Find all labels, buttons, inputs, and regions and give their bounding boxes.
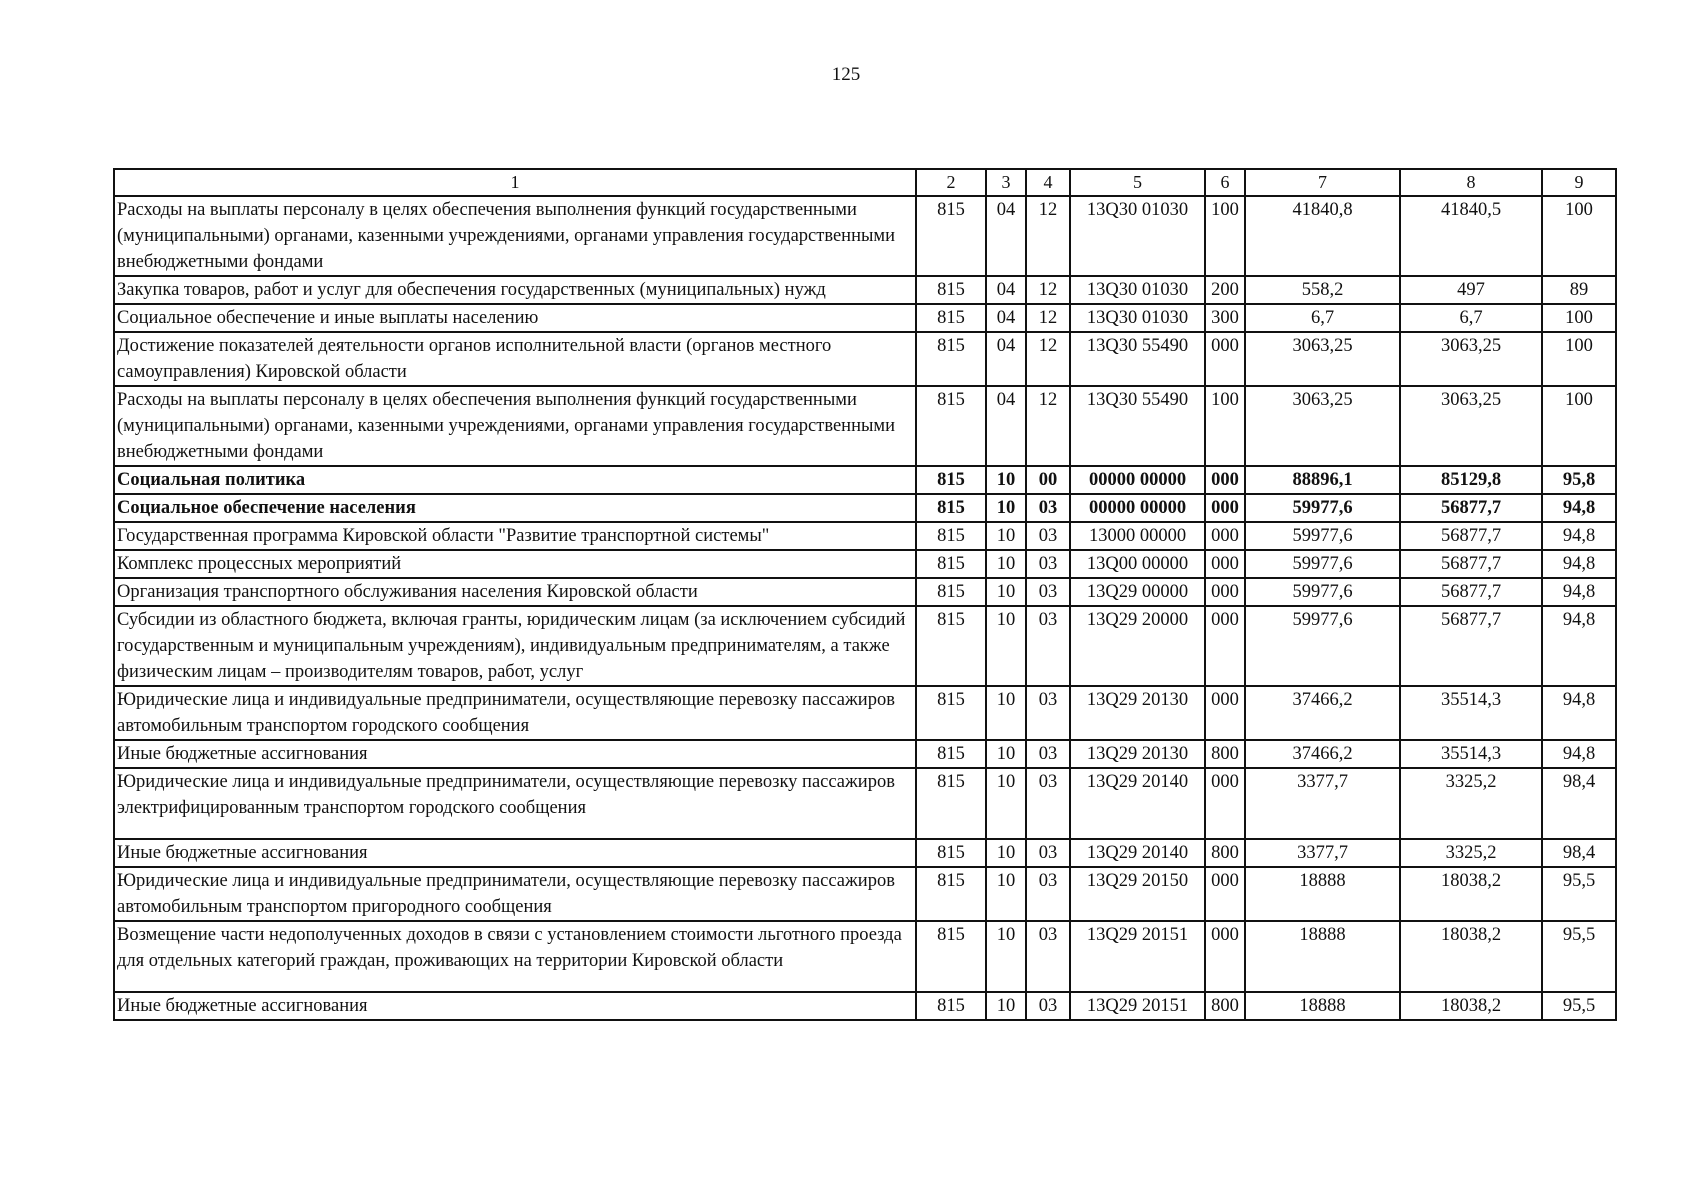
- row-code-2: 815: [916, 276, 986, 304]
- row-code-3: 10: [986, 686, 1026, 740]
- row-value-8: 3325,2: [1400, 768, 1542, 839]
- row-code-4: 00: [1026, 466, 1070, 494]
- row-code-6: 200: [1205, 276, 1245, 304]
- row-value-8: 85129,8: [1400, 466, 1542, 494]
- row-code-4: 12: [1026, 276, 1070, 304]
- row-code-2: 815: [916, 494, 986, 522]
- row-code-4: 12: [1026, 304, 1070, 332]
- row-description: Комплекс процессных мероприятий: [114, 550, 916, 578]
- page-number: 125: [831, 64, 861, 85]
- column-header: 9: [1542, 169, 1616, 196]
- row-value-7: 88896,1: [1245, 466, 1400, 494]
- row-value-7: 3063,25: [1245, 386, 1400, 466]
- row-value-7: 18888: [1245, 867, 1400, 921]
- table-row: [114, 196, 1616, 276]
- row-description: Достижение показателей деятельности органов исполнительной власти (органов местного самоуправления) Кировской области: [114, 332, 916, 386]
- row-code-2: 815: [916, 686, 986, 740]
- table-row: [114, 494, 1616, 522]
- row-code-6: 000: [1205, 466, 1245, 494]
- row-code-3: 10: [986, 839, 1026, 867]
- row-code-5: 13000 00000: [1070, 522, 1205, 550]
- row-code-5: 13Q30 01030: [1070, 196, 1205, 276]
- table-row: [114, 606, 1616, 686]
- table-row: [114, 768, 1616, 839]
- row-code-3: 10: [986, 768, 1026, 839]
- row-value-8: 56877,7: [1400, 494, 1542, 522]
- row-code-4: 03: [1026, 768, 1070, 839]
- row-value-8: 3325,2: [1400, 839, 1542, 867]
- row-code-3: 04: [986, 332, 1026, 386]
- row-value-9: 89: [1542, 276, 1616, 304]
- row-value-9: 98,4: [1542, 839, 1616, 867]
- row-code-6: 800: [1205, 839, 1245, 867]
- row-value-7: 3377,7: [1245, 839, 1400, 867]
- row-description: Расходы на выплаты персоналу в целях обеспечения выполнения функций государственными (муниципальными) органами, казенными учреждениями, органами управления государственными внебюджетными фондами: [114, 386, 916, 466]
- row-code-5: 13Q30 55490: [1070, 386, 1205, 466]
- table-row: [114, 276, 1616, 304]
- row-description: Социальное обеспечение и иные выплаты населению: [114, 304, 916, 332]
- row-code-3: 10: [986, 522, 1026, 550]
- row-value-7: 59977,6: [1245, 578, 1400, 606]
- row-code-6: 000: [1205, 686, 1245, 740]
- row-value-8: 56877,7: [1400, 522, 1542, 550]
- row-code-2: 815: [916, 578, 986, 606]
- row-code-2: 815: [916, 196, 986, 276]
- table-row: [114, 867, 1616, 921]
- row-code-2: 815: [916, 839, 986, 867]
- row-value-7: 18888: [1245, 921, 1400, 992]
- row-code-5: 13Q29 20140: [1070, 839, 1205, 867]
- column-header: 5: [1070, 169, 1205, 196]
- row-code-3: 10: [986, 494, 1026, 522]
- row-code-5: 00000 00000: [1070, 466, 1205, 494]
- row-code-2: 815: [916, 304, 986, 332]
- row-value-8: 3063,25: [1400, 332, 1542, 386]
- row-code-4: 03: [1026, 550, 1070, 578]
- row-value-8: 497: [1400, 276, 1542, 304]
- row-value-9: 100: [1542, 332, 1616, 386]
- row-code-3: 04: [986, 386, 1026, 466]
- row-code-6: 000: [1205, 867, 1245, 921]
- row-code-4: 03: [1026, 867, 1070, 921]
- row-code-2: 815: [916, 921, 986, 992]
- row-code-5: 13Q29 20151: [1070, 921, 1205, 992]
- row-code-2: 815: [916, 550, 986, 578]
- row-code-3: 10: [986, 867, 1026, 921]
- row-code-2: 815: [916, 867, 986, 921]
- row-code-6: 000: [1205, 332, 1245, 386]
- row-code-6: 000: [1205, 578, 1245, 606]
- row-value-7: 59977,6: [1245, 606, 1400, 686]
- row-code-6: 000: [1205, 494, 1245, 522]
- row-value-7: 41840,8: [1245, 196, 1400, 276]
- row-code-2: 815: [916, 522, 986, 550]
- row-description: Иные бюджетные ассигнования: [114, 740, 916, 768]
- row-code-5: 13Q29 20000: [1070, 606, 1205, 686]
- column-header: 7: [1245, 169, 1400, 196]
- row-code-4: 03: [1026, 740, 1070, 768]
- row-code-4: 12: [1026, 386, 1070, 466]
- row-value-8: 35514,3: [1400, 686, 1542, 740]
- row-value-9: 94,8: [1542, 740, 1616, 768]
- row-value-7: 59977,6: [1245, 522, 1400, 550]
- row-description: Юридические лица и индивидуальные предприниматели, осуществляющие перевозку пассажиров автомобильным транспортом пригородного сообщения: [114, 867, 916, 921]
- row-code-3: 10: [986, 550, 1026, 578]
- row-code-5: 13Q30 01030: [1070, 276, 1205, 304]
- row-value-9: 94,8: [1542, 494, 1616, 522]
- row-code-3: 10: [986, 578, 1026, 606]
- column-header: 6: [1205, 169, 1245, 196]
- table-row: [114, 578, 1616, 606]
- row-value-9: 95,5: [1542, 992, 1616, 1020]
- row-value-8: 18038,2: [1400, 867, 1542, 921]
- row-code-6: 800: [1205, 740, 1245, 768]
- row-description: Закупка товаров, работ и услуг для обеспечения государственных (муниципальных) нужд: [114, 276, 916, 304]
- table-header-row: [114, 169, 1616, 196]
- row-code-4: 03: [1026, 522, 1070, 550]
- row-code-3: 04: [986, 196, 1026, 276]
- row-value-9: 95,8: [1542, 466, 1616, 494]
- row-code-2: 815: [916, 740, 986, 768]
- row-code-4: 03: [1026, 606, 1070, 686]
- row-code-4: 03: [1026, 921, 1070, 992]
- row-code-5: 13Q30 01030: [1070, 304, 1205, 332]
- table-row: [114, 686, 1616, 740]
- row-value-9: 100: [1542, 196, 1616, 276]
- column-header: 8: [1400, 169, 1542, 196]
- table-row: [114, 839, 1616, 867]
- table-row: [114, 304, 1616, 332]
- row-code-5: 13Q29 20130: [1070, 740, 1205, 768]
- row-code-4: 03: [1026, 494, 1070, 522]
- row-code-4: 03: [1026, 686, 1070, 740]
- row-code-6: 100: [1205, 196, 1245, 276]
- row-code-3: 04: [986, 304, 1026, 332]
- row-code-5: 00000 00000: [1070, 494, 1205, 522]
- table-body: [114, 196, 1616, 1020]
- table-row: [114, 522, 1616, 550]
- row-code-5: 13Q29 20140: [1070, 768, 1205, 839]
- row-description: Иные бюджетные ассигнования: [114, 839, 916, 867]
- row-value-8: 3063,25: [1400, 386, 1542, 466]
- row-value-7: 37466,2: [1245, 740, 1400, 768]
- row-code-6: 100: [1205, 386, 1245, 466]
- column-header: 1: [114, 169, 916, 196]
- row-code-2: 815: [916, 768, 986, 839]
- row-value-8: 18038,2: [1400, 992, 1542, 1020]
- table-row: [114, 740, 1616, 768]
- row-value-8: 18038,2: [1400, 921, 1542, 992]
- row-description: Возмещение части недополученных доходов в связи с установлением стоимости льготного проезда для отдельных категорий граждан, проживающих на территории Кировской области: [114, 921, 916, 992]
- table-row: [114, 921, 1616, 992]
- row-value-8: 56877,7: [1400, 578, 1542, 606]
- row-code-5: 13Q29 20150: [1070, 867, 1205, 921]
- row-code-4: 12: [1026, 196, 1070, 276]
- row-code-6: 800: [1205, 992, 1245, 1020]
- row-value-7: 6,7: [1245, 304, 1400, 332]
- row-code-5: 13Q29 20151: [1070, 992, 1205, 1020]
- row-code-6: 000: [1205, 921, 1245, 992]
- row-description: Расходы на выплаты персоналу в целях обеспечения выполнения функций государственными (муниципальными) органами, казенными учреждениями, органами управления государственными внебюджетными фондами: [114, 196, 916, 276]
- row-value-9: 100: [1542, 386, 1616, 466]
- row-description: Социальная политика: [114, 466, 916, 494]
- row-value-9: 95,5: [1542, 867, 1616, 921]
- row-value-8: 41840,5: [1400, 196, 1542, 276]
- table-row: [114, 332, 1616, 386]
- row-description: Субсидии из областного бюджета, включая гранты, юридическим лицам (за исключением субсидий государственным и муниципальным учреждениям), индивидуальным предпринимателям, а также физическим лицам – производителям товаров, работ, услуг: [114, 606, 916, 686]
- row-value-7: 3063,25: [1245, 332, 1400, 386]
- row-code-5: 13Q29 00000: [1070, 578, 1205, 606]
- row-code-5: 13Q29 20130: [1070, 686, 1205, 740]
- row-code-5: 13Q30 55490: [1070, 332, 1205, 386]
- table-row: [114, 466, 1616, 494]
- row-code-4: 03: [1026, 992, 1070, 1020]
- row-value-9: 95,5: [1542, 921, 1616, 992]
- budget-table: [113, 168, 1617, 1021]
- row-code-3: 10: [986, 992, 1026, 1020]
- row-value-7: 37466,2: [1245, 686, 1400, 740]
- row-code-6: 000: [1205, 768, 1245, 839]
- row-description: Государственная программа Кировской области "Развитие транспортной системы": [114, 522, 916, 550]
- row-value-7: 558,2: [1245, 276, 1400, 304]
- row-code-5: 13Q00 00000: [1070, 550, 1205, 578]
- row-value-9: 100: [1542, 304, 1616, 332]
- row-description: Социальное обеспечение населения: [114, 494, 916, 522]
- row-code-6: 000: [1205, 522, 1245, 550]
- table-row: [114, 992, 1616, 1020]
- row-code-6: 300: [1205, 304, 1245, 332]
- row-description: Юридические лица и индивидуальные предприниматели, осуществляющие перевозку пассажиров электрифицированным транспортом городского сообщения: [114, 768, 916, 839]
- row-code-3: 10: [986, 921, 1026, 992]
- row-value-8: 35514,3: [1400, 740, 1542, 768]
- row-code-4: 03: [1026, 578, 1070, 606]
- column-header: 3: [986, 169, 1026, 196]
- row-code-3: 10: [986, 740, 1026, 768]
- row-description: Юридические лица и индивидуальные предприниматели, осуществляющие перевозку пассажиров автомобильным транспортом городского сообщения: [114, 686, 916, 740]
- row-code-4: 12: [1026, 332, 1070, 386]
- row-value-8: 56877,7: [1400, 606, 1542, 686]
- column-header: 4: [1026, 169, 1070, 196]
- row-value-7: 18888: [1245, 992, 1400, 1020]
- row-code-6: 000: [1205, 606, 1245, 686]
- row-value-9: 94,8: [1542, 550, 1616, 578]
- row-value-9: 94,8: [1542, 686, 1616, 740]
- row-code-2: 815: [916, 332, 986, 386]
- row-code-3: 10: [986, 466, 1026, 494]
- row-code-3: 04: [986, 276, 1026, 304]
- row-description: Иные бюджетные ассигнования: [114, 992, 916, 1020]
- table-row: [114, 386, 1616, 466]
- row-code-6: 000: [1205, 550, 1245, 578]
- row-value-7: 59977,6: [1245, 494, 1400, 522]
- row-description: Организация транспортного обслуживания населения Кировской области: [114, 578, 916, 606]
- row-value-9: 94,8: [1542, 578, 1616, 606]
- row-value-9: 98,4: [1542, 768, 1616, 839]
- row-value-9: 94,8: [1542, 606, 1616, 686]
- column-header: 2: [916, 169, 986, 196]
- row-value-8: 56877,7: [1400, 550, 1542, 578]
- row-code-2: 815: [916, 992, 986, 1020]
- row-code-2: 815: [916, 386, 986, 466]
- row-value-7: 3377,7: [1245, 768, 1400, 839]
- row-value-8: 6,7: [1400, 304, 1542, 332]
- row-value-7: 59977,6: [1245, 550, 1400, 578]
- table-row: [114, 550, 1616, 578]
- row-code-2: 815: [916, 466, 986, 494]
- row-code-4: 03: [1026, 839, 1070, 867]
- row-code-3: 10: [986, 606, 1026, 686]
- row-value-9: 94,8: [1542, 522, 1616, 550]
- row-code-2: 815: [916, 606, 986, 686]
